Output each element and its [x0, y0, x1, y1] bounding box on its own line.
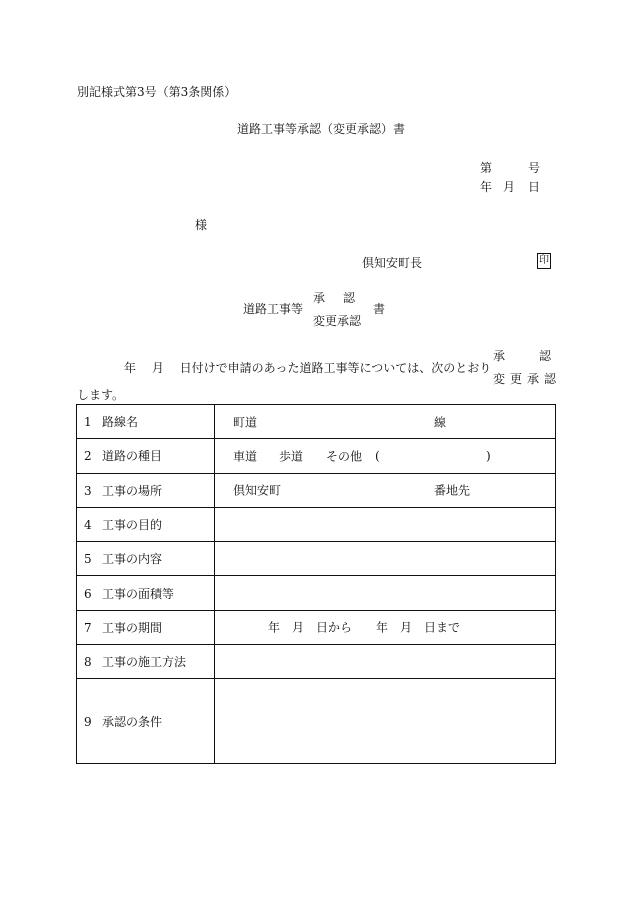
option-roadway: 車道 — [233, 449, 258, 464]
row-label-text: 工事の施工方法 — [102, 655, 187, 670]
table-row — [77, 405, 556, 439]
row-label-text: 工事の内容 — [102, 552, 163, 567]
row-label-text: 工事の期間 — [102, 620, 163, 635]
option-other: その他 — [326, 449, 363, 464]
lot-suffix: 番地先 — [434, 483, 471, 498]
route-suffix: 線 — [434, 415, 447, 430]
period-end: 年 月 日まで — [376, 620, 461, 635]
form-reference: 別記様式第3号（第3条関係） — [77, 85, 237, 99]
period-field[interactable] — [215, 610, 556, 644]
table-row — [77, 439, 556, 473]
heading-change-approve: 変更承認 — [313, 314, 362, 328]
heading-document: 書 — [373, 302, 386, 316]
row-label — [77, 507, 215, 541]
row-label — [77, 645, 215, 679]
seal-stamp: 印 — [537, 253, 551, 269]
period-start: 年 月 日から — [268, 620, 353, 635]
heading-subject: 道路工事等 — [243, 302, 304, 316]
route-type: 町道 — [233, 415, 258, 430]
body-approve: 承認 — [493, 349, 586, 363]
method-field[interactable] — [215, 645, 556, 679]
issuer-name: 倶知安町長 — [362, 256, 423, 270]
town-name: 倶知安町 — [233, 483, 282, 498]
row-number: 2 — [84, 449, 92, 464]
row-label-text: 道路の種目 — [102, 449, 163, 464]
row-number: 1 — [84, 415, 92, 430]
row-label — [77, 576, 215, 610]
purpose-field[interactable] — [215, 507, 556, 541]
conditions-field[interactable] — [215, 679, 556, 764]
row-label — [77, 679, 215, 764]
number-prefix: 第 — [480, 161, 493, 175]
document-title: 道路工事等承認（変更承認）書 — [237, 122, 406, 136]
row-label — [77, 473, 215, 507]
table-row — [77, 610, 556, 644]
row-label-text: 工事の場所 — [102, 483, 163, 498]
row-number: 5 — [84, 552, 92, 567]
location-field[interactable] — [215, 473, 556, 507]
option-sidewalk: 歩道 — [279, 449, 304, 464]
table-row — [77, 507, 556, 541]
body-change-approve: 変更承認 — [493, 372, 562, 386]
row-label-text: 工事の面積等 — [102, 586, 175, 601]
table-row — [77, 645, 556, 679]
table-row — [77, 542, 556, 576]
row-number: 8 — [84, 655, 92, 670]
area-field[interactable] — [215, 576, 556, 610]
table-row — [77, 679, 556, 764]
row-number: 3 — [84, 483, 92, 498]
row-number: 7 — [84, 620, 92, 635]
number-suffix: 号 — [528, 161, 541, 175]
row-number: 6 — [84, 586, 92, 601]
content-field[interactable] — [215, 542, 556, 576]
paren-close: ) — [486, 448, 491, 463]
date-year: 年 — [480, 180, 493, 194]
route-name-field[interactable] — [215, 405, 556, 439]
addressee-honorific: 様 — [195, 218, 208, 232]
row-label — [77, 542, 215, 576]
heading-approve: 承認 — [313, 291, 374, 305]
details-table — [76, 404, 556, 764]
row-number: 9 — [84, 714, 92, 729]
row-label-text: 路線名 — [102, 415, 139, 430]
row-label-text: 工事の目的 — [102, 518, 163, 533]
row-label — [77, 405, 215, 439]
date-day: 日 — [528, 180, 541, 194]
table-row — [77, 576, 556, 610]
body-ending: します。 — [77, 388, 125, 402]
road-type-field[interactable] — [215, 439, 556, 473]
row-label — [77, 610, 215, 644]
body-sentence: 年 月 日付けで申請のあった道路工事等については、次のとおり — [124, 361, 492, 375]
date-month: 月 — [503, 180, 516, 194]
row-label — [77, 439, 215, 473]
table-row — [77, 473, 556, 507]
row-number: 4 — [84, 518, 92, 533]
paren-open: ( — [375, 448, 380, 463]
row-label-text: 承認の条件 — [102, 714, 163, 729]
